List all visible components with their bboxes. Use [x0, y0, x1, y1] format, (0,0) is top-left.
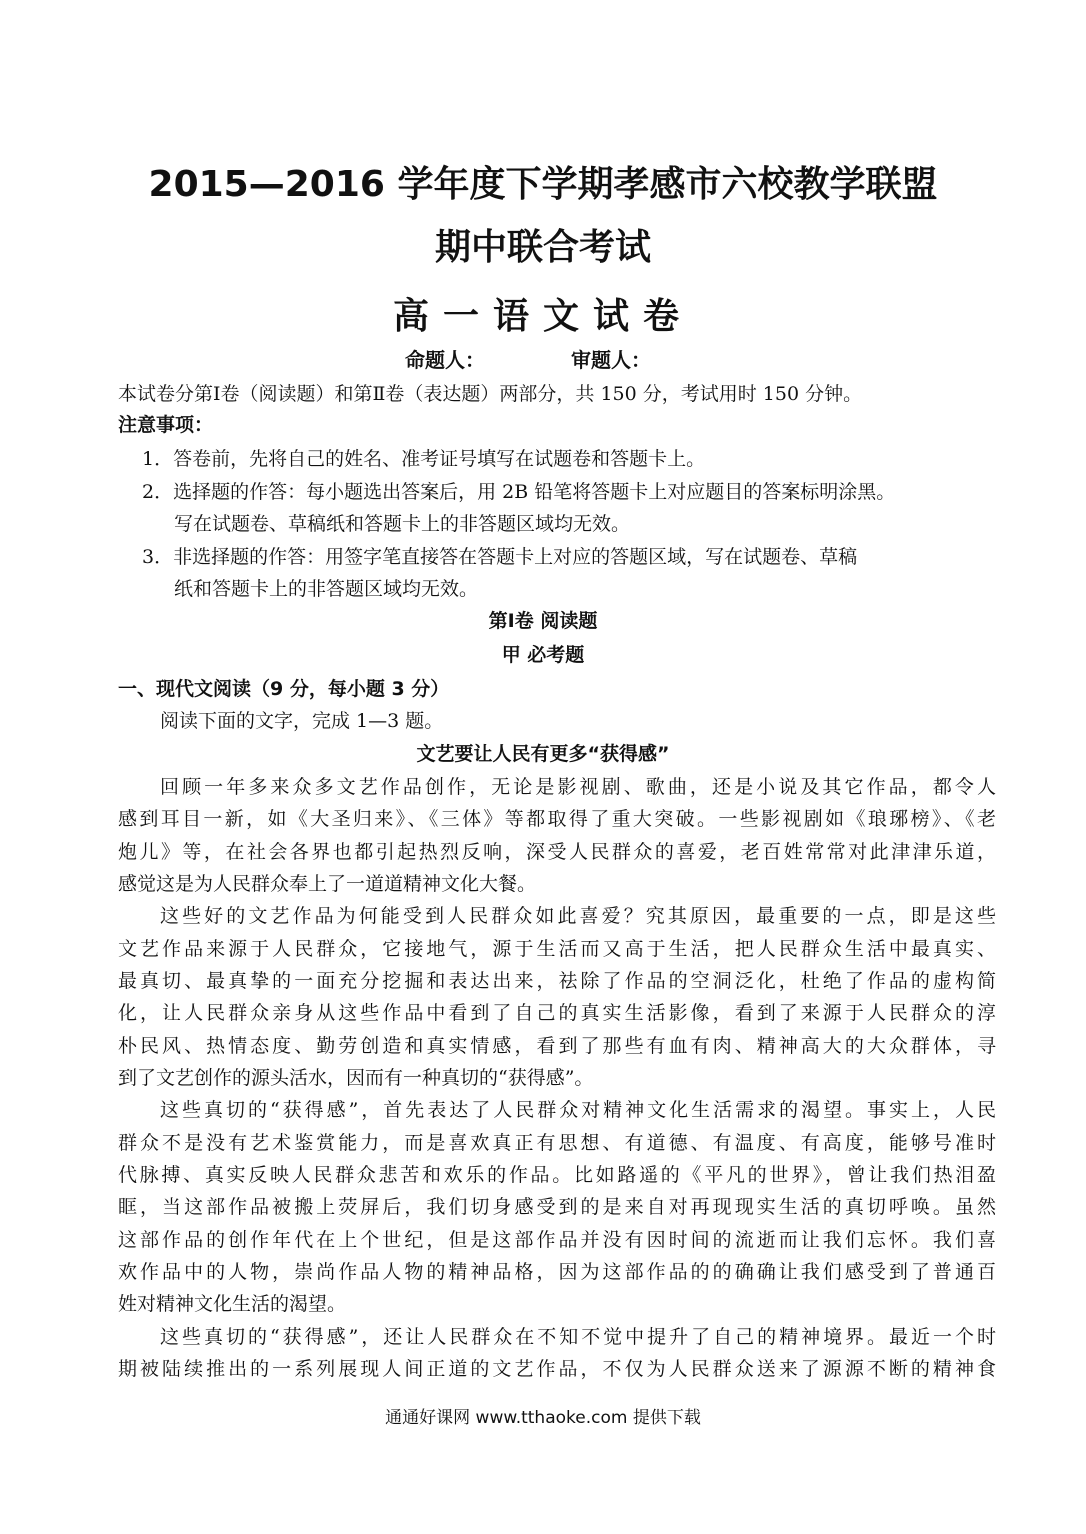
reviewer-label: 审题人： — [571, 348, 651, 372]
article-line: 这些真切的“获得感”，还让人民群众在不知不觉中提升了自己的精神境界。最近一个时 — [160, 1326, 996, 1348]
volume-title: 第Ⅰ卷 阅读题 — [488, 610, 598, 632]
exam-title-line2: 期中联合考试 — [434, 227, 651, 268]
notice-item-2: 2．选择题的作答：每小题选出答案后，用 2B 铅笔将答题卡上对应题目的答案标明涂黑。 — [142, 481, 896, 503]
author-label: 命题人： — [405, 348, 485, 372]
article-line: 姓对精神文化生活的渴望。 — [118, 1293, 347, 1315]
notice-item-3-cont: 纸和答题卡上的非答题区域均无效。 — [174, 578, 479, 600]
article-line: 炮儿》等，在社会各界也都引起热烈反响，深受人民群众的喜爱，老百姓常常对此津津乐道， — [118, 841, 996, 863]
article-line: 到了文艺创作的源头活水，因而有一种真切的“获得感”。 — [118, 1067, 594, 1089]
article-line: 朴民风、热情态度、勤劳创造和真实情感，看到了那些有血有肉、精神高大的大众群体，寻 — [118, 1035, 996, 1057]
page-footer: 通通好课网 www.tthaoke.com 提供下载 — [385, 1408, 701, 1428]
reading-instruction: 阅读下面的文字，完成 1—3 题。 — [160, 710, 444, 732]
question-heading: 一、现代文阅读（9 分，每小题 3 分） — [118, 678, 450, 700]
part-title: 甲 必考题 — [501, 644, 585, 666]
article-line: 感觉这是为人民群众奉上了一道道精神文化大餐。 — [118, 873, 537, 895]
notice-item-1: 1．答卷前，先将自己的姓名、准考证号填写在试题卷和答题卡上。 — [142, 448, 706, 470]
article-line: 代脉搏、真实反映人民群众悲苦和欢乐的作品。比如路遥的《平凡的世界》，曾让我们热泪盈 — [118, 1164, 996, 1186]
article-line: 这些好的文艺作品为何能受到人民群众如此喜爱？究其原因，最重要的一点，即是这些 — [160, 905, 996, 927]
notice-heading: 注意事项： — [118, 414, 214, 436]
exam-intro: 本试卷分第Ⅰ卷（阅读题）和第Ⅱ卷（表达题）两部分，共 150 分，考试用时 150 分钟。 — [118, 383, 863, 405]
article-line: 群众不是没有艺术鉴赏能力，而是喜欢真正有思想、有道德、有温度、有高度，能够号准时 — [118, 1132, 996, 1154]
article-line: 欢作品中的人物，崇尚作品人物的精神品格，因为这部作品的的确确让我们感受到了普通百 — [118, 1261, 996, 1283]
article-line: 眶，当这部作品被搬上荧屏后，我们切身感受到的是来自对再现现实生活的真切呼唤。虽然 — [118, 1196, 996, 1218]
article-line: 感到耳目一新，如《大圣归来》、《三体》等都取得了重大突破。一些影视剧如《琅琊榜》、《老 — [118, 808, 996, 830]
notice-item-2-cont: 写在试题卷、草稿纸和答题卡上的非答题区域均无效。 — [174, 513, 631, 535]
authors-line — [405, 345, 651, 375]
exam-title-line1: 2015—2016 学年度下学期孝感市六校教学联盟 — [148, 164, 938, 205]
article-line: 文艺作品来源于人民群众，它接地气，源于生活而又高于生活，把人民群众生活中最真实、 — [118, 938, 996, 960]
article-line: 回顾一年多来众多文艺作品创作，无论是影视剧、歌曲，还是小说及其它作品，都令人 — [160, 776, 996, 798]
article-line: 期被陆续推出的一系列展现人间正道的文艺作品，不仅为人民群众送来了源源不断的精神食 — [118, 1358, 996, 1380]
notice-item-3: 3．非选择题的作答：用签字笔直接答在答题卡上对应的答题区域，写在试题卷、草稿 — [142, 546, 858, 568]
exam-title-line3: 高一语文试卷 — [392, 296, 693, 337]
article-line: 这些真切的“获得感”，首先表达了人民群众对精神文化生活需求的渴望。事实上，人民 — [160, 1099, 996, 1121]
article-title: 文艺要让人民有更多“获得感” — [416, 743, 670, 765]
article-line: 这部作品的创作年代在上个世纪，但是这部作品并没有因时间的流逝而让我们忘怀。我们喜 — [118, 1229, 996, 1251]
article-line: 最真切、最真挚的一面充分挖掘和表达出来，祛除了作品的空洞泛化，杜绝了作品的虚构简 — [118, 970, 996, 992]
article-line: 化，让人民群众亲身从这些作品中看到了自己的真实生活影像，看到了来源于人民群众的淳 — [118, 1002, 996, 1024]
